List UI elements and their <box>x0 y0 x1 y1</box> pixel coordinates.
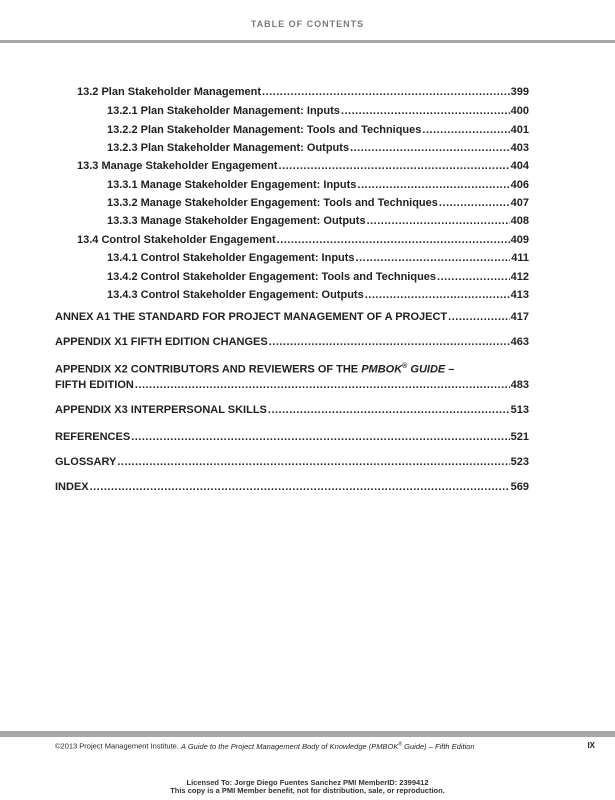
toc-entry-title: 13.3.2 Manage Stakeholder Engagement: Tools and Techniques <box>107 197 438 209</box>
toc-entry-page: 569 <box>510 481 529 493</box>
toc-entry-page: 463 <box>510 336 529 348</box>
toc-entry[interactable] <box>55 310 529 324</box>
registered-mark: ® <box>402 363 408 370</box>
toc-entry-page: 523 <box>510 456 529 468</box>
toc-entry-title-prefix: APPENDIX X2 CONTRIBUTORS AND REVIEWERS OF THE <box>55 363 362 376</box>
toc-entry-title: 13.3.1 Manage Stakeholder Engagement: Inputs <box>107 179 357 191</box>
footer-copyright: ©2013 Project Management Institute. <box>55 741 179 751</box>
toc-entry-page: 401 <box>510 124 529 136</box>
toc-entry-title: ANNEX A1 THE STANDARD FOR PROJECT MANAGEMENT OF A PROJECT <box>55 311 448 323</box>
toc-entry-title: INDEX <box>55 481 89 493</box>
toc-entry-title-suffix: – <box>445 363 455 376</box>
toc-entry-page: 413 <box>510 289 529 301</box>
toc-entry-title: 13.3 Manage Stakeholder Engagement <box>77 160 278 172</box>
toc-entry-page: 406 <box>510 179 529 191</box>
toc-entry[interactable] <box>55 104 529 118</box>
toc-entry[interactable] <box>55 233 529 247</box>
toc-entry-page: 403 <box>510 142 529 154</box>
toc-entry-first-line[interactable] <box>55 360 454 377</box>
license-notice <box>0 779 615 795</box>
license-line-1: Licensed To: Jorge Diego Fuentes Sanchez PMI MemberID: 2399412 <box>186 778 429 787</box>
toc-entry-title: FIFTH EDITION <box>55 379 134 391</box>
toc-entry-page: 407 <box>510 197 529 209</box>
toc-entry-title-italic-2: GUIDE <box>407 363 446 376</box>
toc-entry[interactable] <box>55 430 529 444</box>
registered-mark: ® <box>398 741 403 747</box>
toc-entry[interactable] <box>55 159 529 173</box>
page-number: IX <box>587 741 595 750</box>
toc-entry-page: 409 <box>510 234 529 246</box>
toc-entry-page: 404 <box>510 160 529 172</box>
footer-rule <box>0 731 615 737</box>
footer-book-title-prefix: A Guide to the Project Management Body of Knowledge (PMBOK <box>181 741 399 751</box>
toc-entry-page: 412 <box>510 271 529 283</box>
page-footer <box>55 741 595 751</box>
header-rule <box>0 40 615 43</box>
toc-entry-page: 411 <box>511 252 529 264</box>
toc-entry[interactable] <box>55 480 529 494</box>
toc-entry[interactable] <box>55 403 529 417</box>
toc-entry-title: 13.2 Plan Stakeholder Management <box>77 86 262 98</box>
toc-entry-page: 483 <box>510 379 529 391</box>
toc-entry[interactable] <box>55 288 529 302</box>
toc-entry-title: APPENDIX X1 FIFTH EDITION CHANGES <box>55 336 268 348</box>
toc-entry-title-italic: PMBOK <box>361 363 403 376</box>
toc-entry-title: 13.4.2 Control Stakeholder Engagement: Tools and Techniques <box>107 271 437 283</box>
toc-entry-title: 13.2.1 Plan Stakeholder Management: Inputs <box>107 105 340 117</box>
toc-entry-title: 13.2.2 Plan Stakeholder Management: Tools and Techniques <box>107 124 422 136</box>
toc-entry-title: APPENDIX X3 INTERPERSONAL SKILLS <box>55 404 267 416</box>
footer-book-title-suffix: Guide) – Fifth Edition <box>402 741 475 751</box>
toc-entry[interactable] <box>55 85 529 99</box>
toc-entry[interactable] <box>55 251 529 265</box>
toc-entry[interactable] <box>55 214 529 228</box>
header-title: TABLE OF CONTENTS <box>250 19 365 29</box>
toc-entry-page: 408 <box>510 215 529 227</box>
toc-entry[interactable] <box>55 455 529 469</box>
toc-entry[interactable] <box>55 196 529 210</box>
toc-entry-page: 400 <box>510 105 529 117</box>
toc-entry-page: 513 <box>510 404 529 416</box>
toc-entry[interactable] <box>55 123 529 137</box>
toc-entry-page: 399 <box>510 86 529 98</box>
toc-entry-title: 13.4.1 Control Stakeholder Engagement: Inputs <box>107 252 355 264</box>
toc-entry-title: 13.2.3 Plan Stakeholder Management: Outputs <box>107 142 350 154</box>
toc-entry-page: 521 <box>510 431 529 443</box>
toc-entry-title: 13.3.3 Manage Stakeholder Engagement: Outputs <box>107 215 366 227</box>
toc-entry-title: 13.4 Control Stakeholder Engagement <box>77 234 276 246</box>
toc-entry-title: GLOSSARY <box>55 456 117 468</box>
license-line-2: This copy is a PMI Member benefit, not for distribution, sale, or reproduction. <box>170 786 445 795</box>
toc-entry-title: 13.4.3 Control Stakeholder Engagement: Outputs <box>107 289 364 301</box>
toc-entry[interactable] <box>55 141 529 155</box>
toc-entry[interactable] <box>55 378 529 392</box>
toc-entry[interactable] <box>55 270 529 284</box>
toc-entry-title: REFERENCES <box>55 431 131 443</box>
toc-entry-page: 417 <box>510 311 529 323</box>
toc-entry[interactable] <box>55 178 529 192</box>
toc-entry[interactable] <box>55 335 529 349</box>
